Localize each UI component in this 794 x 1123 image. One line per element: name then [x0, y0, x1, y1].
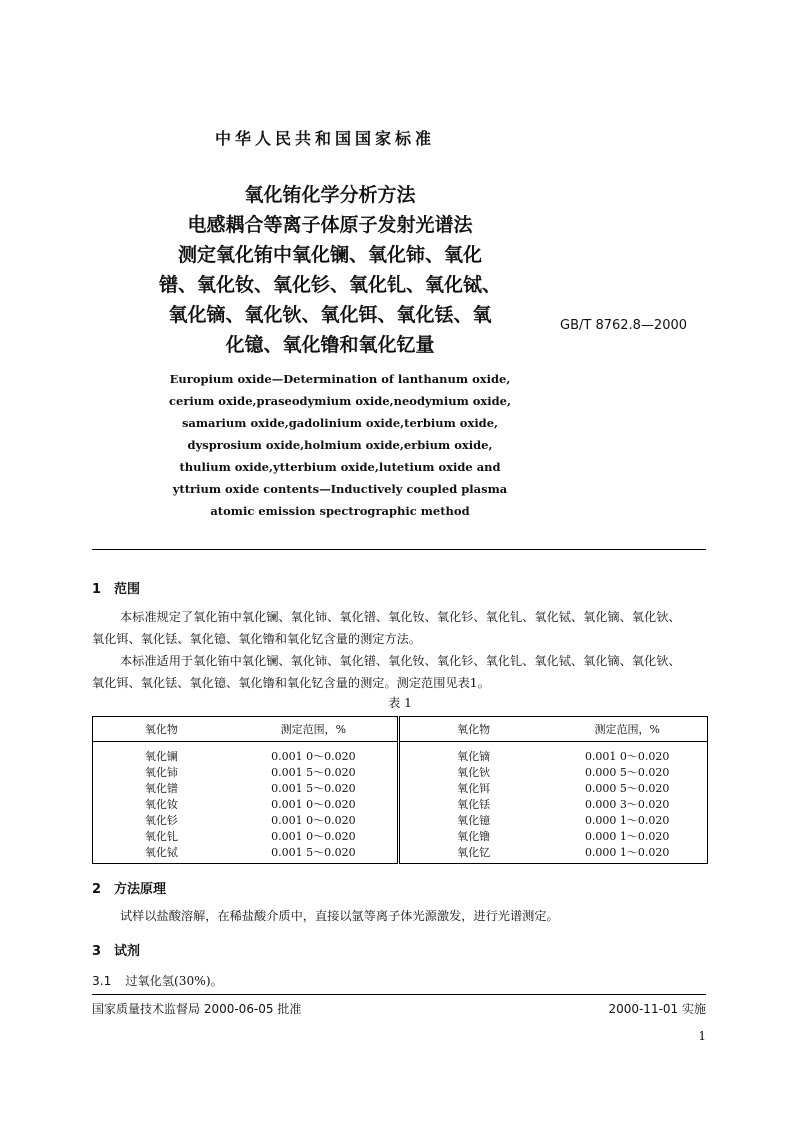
table-cell: 0.001 5～0.020	[271, 846, 356, 859]
section-1-heading: 1 范围	[92, 582, 141, 597]
section-2-heading: 2 方法原理	[92, 882, 167, 897]
table-cell: 氧化镧	[144, 750, 178, 763]
range-table-right	[399, 716, 708, 864]
english-title-line: yttrium oxide contents—Inductively coupled plasma	[172, 482, 508, 496]
english-title	[140, 368, 540, 522]
national-standard-label: 中华人民共和国国家标准	[214, 129, 435, 148]
english-title-line: atomic emission spectrographic method	[210, 504, 470, 518]
table-cell: 0.001 5～0.020	[271, 782, 356, 795]
table-cell: 氧化镝	[457, 750, 491, 763]
table-cell: 氧化钇	[457, 846, 491, 859]
scope-paragraph-2-line-2: 氧化铒、氧化铥、氧化镱、氧化镥和氧化钇含量的测定。测定范围见表1。	[92, 676, 490, 690]
english-title-line: cerium oxide,praseodymium oxide,neodymium oxide,	[169, 394, 511, 408]
scope-paragraph-1-line-1: 本标准规定了氧化铕中氧化镧、氧化铈、氧化镨、氧化钕、氧化钐、氧化钆、氧化铽、氧化镝、氧化钬、	[120, 610, 681, 624]
table-caption: 表 1	[388, 696, 412, 710]
table-cell: 0.001 5～0.020	[271, 766, 356, 779]
table-cell: 氧化铽	[144, 846, 178, 859]
table-header: 氧化物	[400, 717, 547, 742]
table-cell: 氧化铥	[457, 798, 491, 811]
approval-date: 国家质量技术监督局 2000-06-05 批准	[92, 1002, 302, 1016]
table-cell: 氧化铈	[144, 766, 178, 779]
reagent-text: 过氧化氢(30%)。	[125, 974, 223, 988]
table-cell: 0.000 1～0.020	[584, 814, 670, 827]
table-cell: 0.001 0～0.020	[584, 750, 670, 763]
english-title-line: thulium oxide,ytterbium oxide,lutetium oxide and	[179, 460, 501, 474]
english-title-line: samarium oxide,gadolinium oxide,terbium oxide,	[181, 416, 499, 430]
header-divider	[92, 549, 706, 550]
table-cell: 0.001 0～0.020	[271, 798, 356, 811]
table-cell: 氧化钐	[144, 814, 178, 827]
reagent-3-1	[92, 970, 223, 992]
standard-title	[150, 180, 510, 360]
title-line: 测定氧化铕中氧化镧、氧化铈、氧化	[177, 244, 482, 266]
title-line: 电感耦合等离子体原子发射光谱法	[187, 214, 473, 236]
table-cell: 0.000 1～0.020	[584, 830, 670, 843]
footer-divider	[92, 994, 706, 995]
table-header: 测定范围，%	[547, 717, 707, 742]
table-cell: 0.000 5～0.020	[584, 766, 670, 779]
table-cell: 氧化镱	[457, 814, 491, 827]
table-header: 氧化物	[93, 717, 230, 742]
page-number: 1	[698, 1029, 706, 1043]
english-title-line: dysprosium oxide,holmium oxide,erbium oxide,	[187, 438, 493, 452]
table-cell: 氧化铒	[457, 782, 491, 795]
scope-paragraph-2-line-1: 本标准适用于氧化铕中氧化镧、氧化铈、氧化镨、氧化钕、氧化钐、氧化钆、氧化铽、氧化镝、氧化钬、	[120, 654, 681, 668]
table-cell: 氧化镨	[144, 782, 178, 795]
table-cell: 0.001 0～0.020	[271, 750, 356, 763]
table-cell: 氧化钕	[144, 798, 178, 811]
table-cell: 0.001 0～0.020	[271, 814, 356, 827]
table-cell: 氧化钬	[457, 766, 491, 779]
implementation-date: 2000-11-01 实施	[608, 1002, 706, 1016]
reagent-number: 3.1	[92, 974, 112, 988]
section-3-heading: 3 试剂	[92, 944, 141, 959]
table-header: 测定范围，%	[230, 717, 397, 742]
gb-code: GB/T 8762.8—2000	[560, 318, 688, 333]
table-cell: 氧化镥	[457, 830, 491, 843]
table-cell: 氧化钆	[144, 830, 178, 843]
principle-paragraph: 试样以盐酸溶解，在稀盐酸介质中，直接以氩等离子体光源激发，进行光谱测定。	[120, 909, 559, 923]
english-title-line: Europium oxide—Determination of lanthanum oxide,	[169, 372, 511, 386]
scope-paragraph-1-line-2: 氧化铒、氧化铥、氧化镱、氧化镥和氧化钇含量的测定方法。	[92, 632, 422, 646]
range-table-left	[92, 716, 398, 864]
title-line: 镨、氧化钕、氧化钐、氧化钆、氧化铽、	[158, 274, 501, 296]
table-cell: 0.000 1～0.020	[584, 846, 670, 859]
title-line: 氧化镝、氧化钬、氧化铒、氧化铥、氧	[168, 304, 492, 326]
table-cell: 0.000 3～0.020	[584, 798, 670, 811]
title-line: 氧化铕化学分析方法	[244, 184, 416, 206]
table-cell: 0.000 5～0.020	[584, 782, 670, 795]
table-cell: 0.001 0～0.020	[271, 830, 356, 843]
title-line: 化镱、氧化镥和氧化钇量	[225, 334, 435, 356]
